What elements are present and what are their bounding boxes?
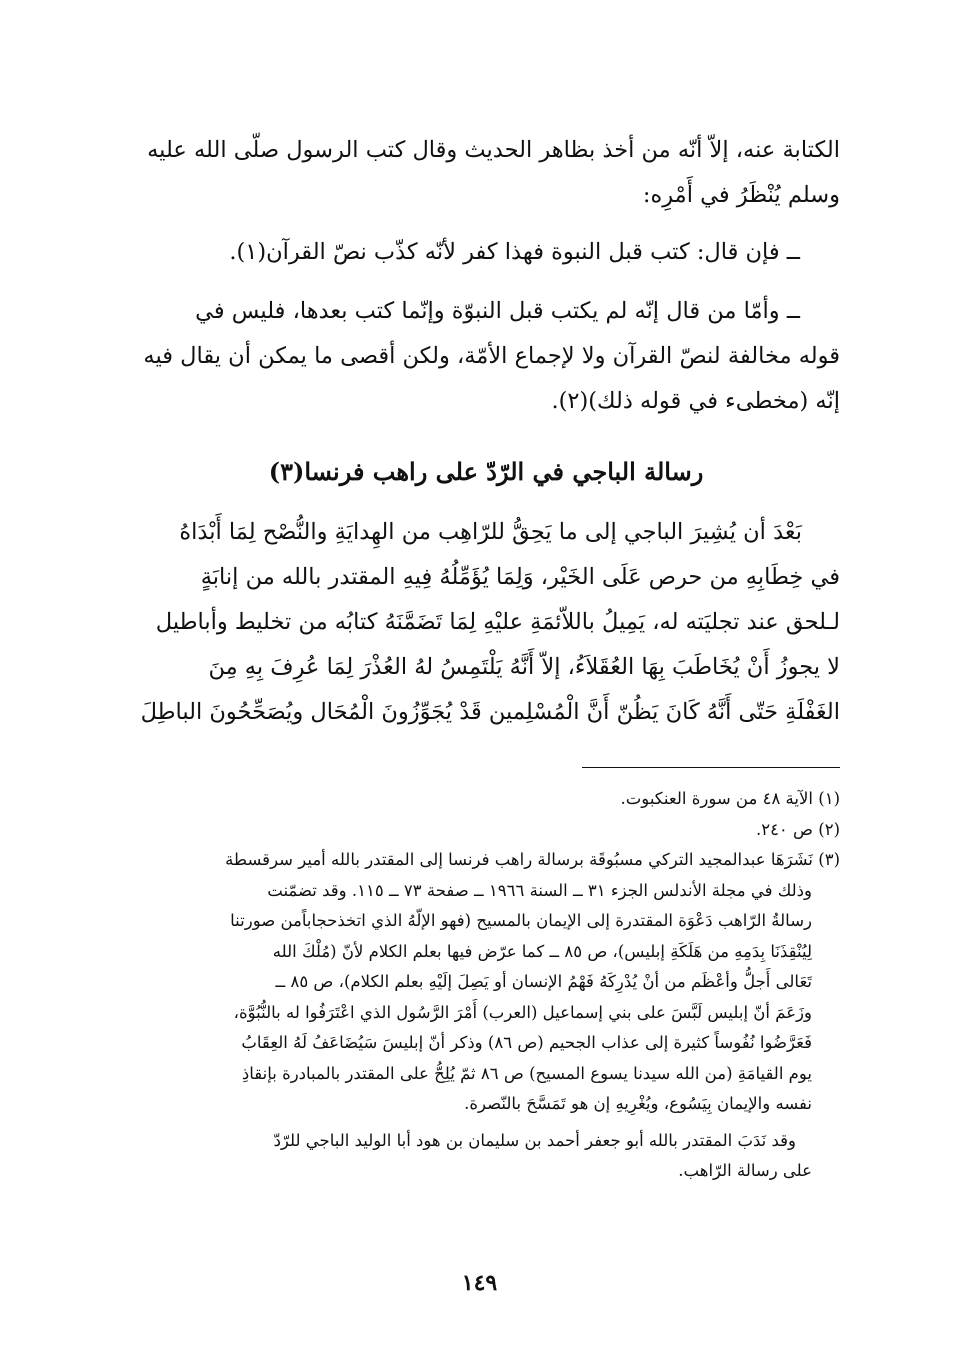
- footnote-line: لِيُنْقِذَنَا بِدَمِهِ من هَلَكَةِ إبليس)، ص ٨٥ ــ كما عرّض فيها بعلم الكلام لأنّ (مُلْكَ الله: [272, 941, 812, 961]
- footnote-separator: [582, 767, 840, 768]
- page-number: ١٤٩: [461, 1270, 498, 1296]
- text-line: لـلحق عند تجليَته له، يَمِيلُ باللاّئمَةِ عليْهِ لِمَا تَضَمَّنَهُ كتابُه من تخليط وأباطيل: [155, 609, 840, 635]
- footnote-line: فَعَرَّضُوا نُفُوساً كثيرة إلى عذاب الجحيم (ص ٨٦) وذكر أنّ إبليسَ سَيُضَاعَفُ لَهُ العِقَابُ: [241, 1033, 812, 1052]
- footnote-line: وزَعَمَ أنّ إبليس لَبَّسَ على بني إسماعيل (العرب) أَمْرَ الرَّسُول الذي اعْتَرَفُوا له بالنُّبُوَّة،: [233, 1002, 812, 1022]
- text-line: إنّه (مخطىء في قوله ذلك)(٢).: [551, 388, 840, 414]
- footnote-line: (٣) نَشَرَهَا عبدالمجيد التركي مسبُوقَة برسالة راهب فرنسا إلى المقتدر بالله أمير سرقسطة: [225, 850, 840, 869]
- footnote-3-continuation: [132, 1126, 840, 1187]
- paragraph-condition-1: [132, 230, 840, 275]
- paragraph-condition-2: [132, 289, 840, 424]
- main-paragraph: [132, 510, 840, 735]
- footnote-line: وذلك في مجلة الأندلس الجزء ٣١ ــ السنة ١٩٦٦ ــ صفحة ٧٣ ــ ١١٥. وقد تضمّنت: [267, 880, 812, 900]
- opening-paragraphs: [132, 128, 840, 424]
- footnote-line: يوم القيامَةِ (من الله سيدنا يسوع المسيح) ص ٨٦ ثمّ يُلِحُّ على المقتدر بالمبادرة بإنقاذِ: [241, 1063, 812, 1083]
- footnote-2: (٢) ص ٢٤٠.: [755, 819, 840, 839]
- text-line: الغَفْلَةِ حَتّى أَنَّهُ كَانَ يَظُنّ أَنَّ الْمُسْلِمين قَدْ يُجَوِّزُونَ الْمُحَال ويُصَحِّحُونَ الباطِلَ: [140, 699, 840, 725]
- footnote-line: على رسالة الرّاهب.: [678, 1161, 812, 1180]
- text-line: ــ فإن قال: كتب قبل النبوة فهذا كفر لأنّه كذّب نصّ القرآن(١).: [229, 239, 800, 265]
- footnote-line: رسالةُ الرّاهب دَعْوَة المقتدرة إلى الإيمان بالمسيح (فهو الإلّهُ الذي اتخذحجاباًمن صورتنا: [230, 911, 812, 930]
- footnote-line: تَعَالى أَجلُّ وأعْظَم من أنْ يُدْرِكَهُ فَهْمُ الإنسان أو يَصِلَ إلَيْهِ بعلم الكلام)، ص ٨٥ ــ: [275, 972, 812, 991]
- text-line: قوله مخالفة لنصّ القرآن ولا لإجماع الأمّة، ولكن أقصى ما يمكن أن يقال فيه: [143, 343, 840, 369]
- footnotes: [132, 784, 840, 1187]
- text-line: لا يجوزُ أَنْ يُخَاطَبَ بِهَا العُقَلاَءُ، إلاّ أَنَّهُ يَلْتَمِسُ لهُ العُذْرَ لِمَا عُرِفَ بِهِ مِنَ: [208, 654, 840, 680]
- text-line: الكتابة عنه، إلاّ أنّه من أخذ بظاهر الحديث وقال كتب الرسول صلّى الله عليه: [147, 137, 840, 163]
- text-line: ــ وأمّا من قال إنّه لم يكتب قبل النبوّة وإنّما كتب بعدها، فليس في: [195, 298, 800, 324]
- footnote-line: نفسه والإيمان بِيَسُوع، ويُغْرِيهِ إن هو تَمَسَّحَ بالنّصرة.: [464, 1094, 812, 1113]
- footnote-1: (١) الآية ٤٨ من سورة العنكبوت.: [620, 789, 840, 808]
- text-line: بَعْدَ أن يُشِيرَ الباجي إلى ما يَحِقُّ للرّاهِب من الهِدايَةِ والنُّصْح لِمَا أَبْدَاهُ: [179, 519, 802, 545]
- footnote-line: وقد نَدَبَ المقتدر بالله أبو جعفر أحمد بن سليمان بن هود أبا الوليد الباجي للرّدّ: [273, 1130, 796, 1150]
- section-heading: رسالة الباجي في الرّدّ على راهب فرنسا(٣): [268, 457, 704, 486]
- text-line: وسلم يُنْظَرُ في أَمْرِه:: [642, 182, 840, 208]
- paragraph-continuation: [132, 128, 840, 218]
- footnote-3: [132, 845, 840, 1120]
- text-line: في خِطَابِهِ من حرص عَلَى الخَيْر، وَلِمَا يُؤَمِّلُهُ فِيهِ المقتدر بالله من إنابَةٍ: [200, 564, 840, 590]
